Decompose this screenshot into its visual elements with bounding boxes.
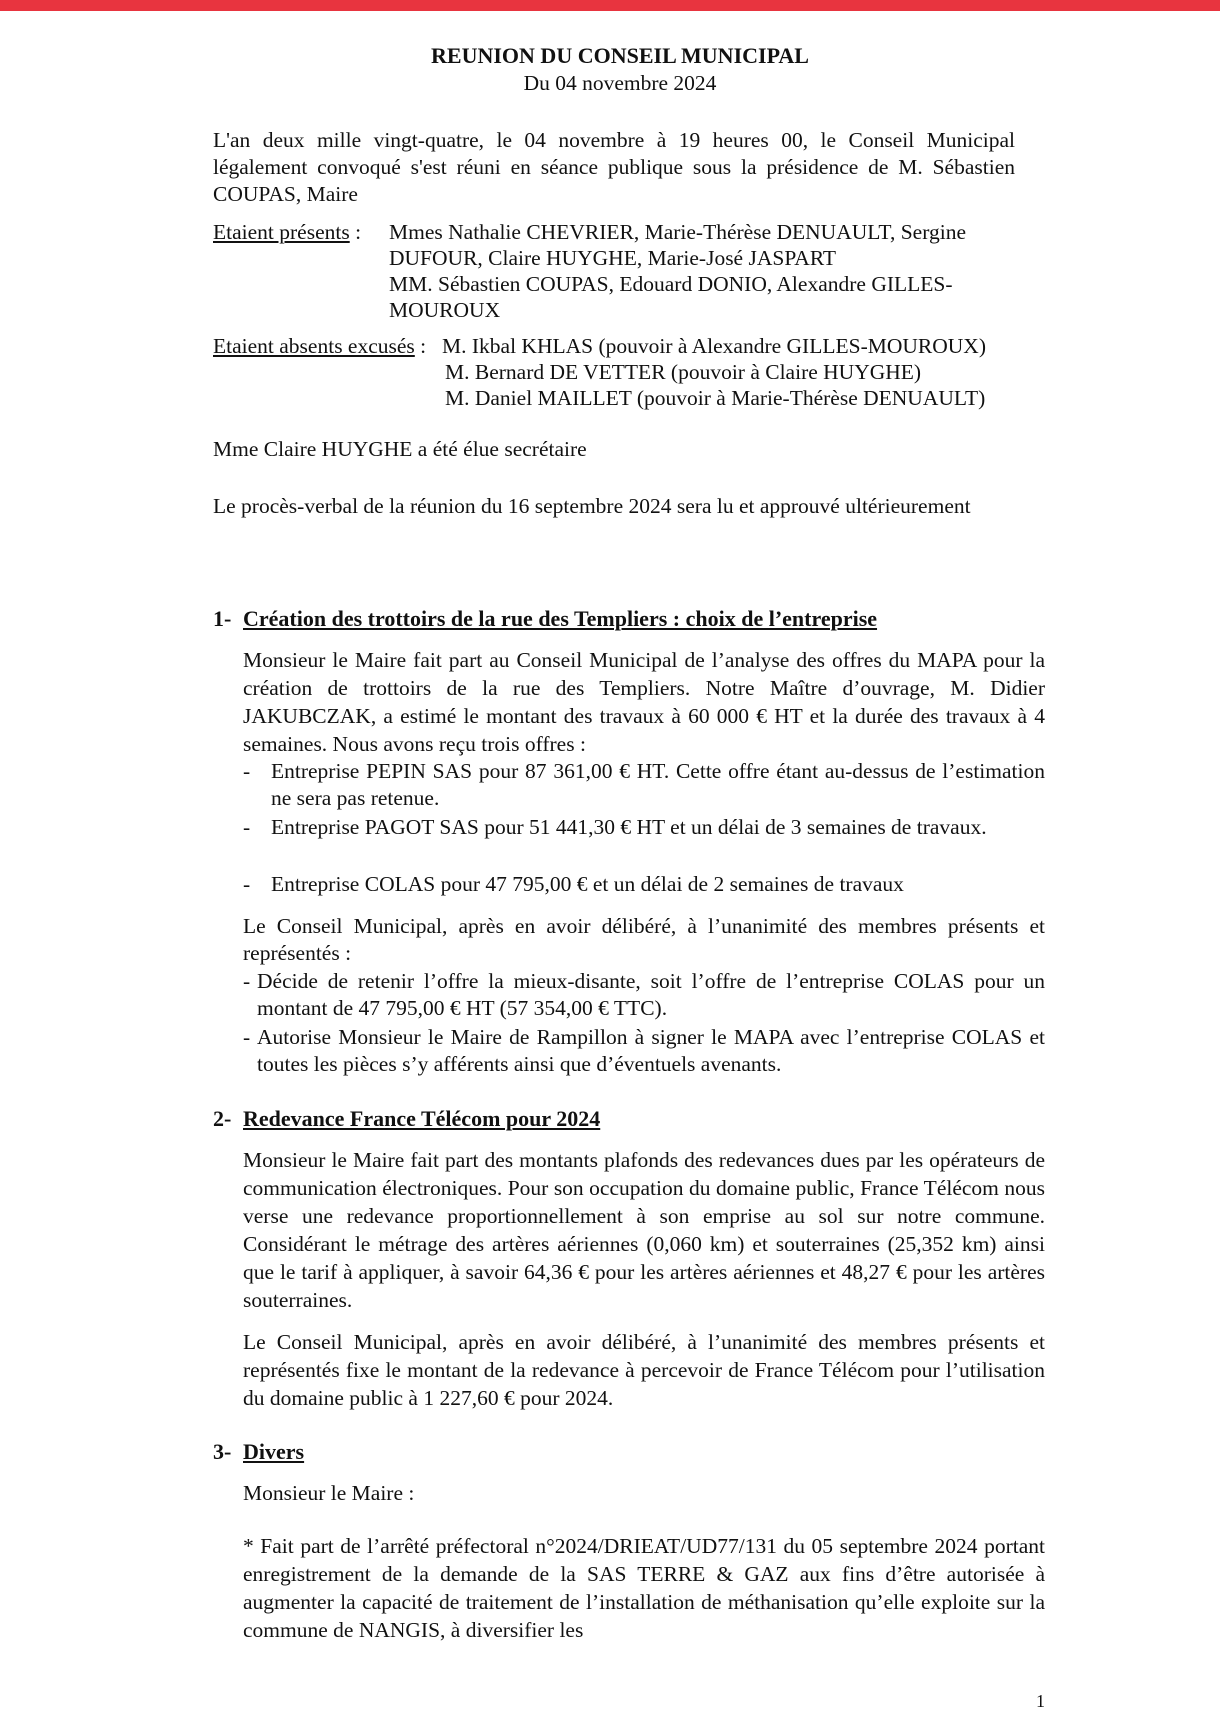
- section-1-decision-intro: Le Conseil Municipal, après en avoir délibéré, à l’unanimité des membres présents et représentés :: [243, 914, 1045, 965]
- absents-label-wrap: [213, 333, 426, 360]
- list-dash: -: [243, 1025, 251, 1049]
- absents-line: M. Bernard DE VETTER (pouvoir à Claire HUYGHE): [445, 360, 922, 384]
- section-3-paragraph-2: * Fait part de l’arrêté préfectoral n°2024/DRIEAT/UD77/131 du 05 septembre 2024 portant enregistrement de la demande de la SAS TERRE & GAZ aux fins d’être autorisée à augmenter la capacité de traitement de l’installation de méthanisation qu’elle exploite sur la commune de NANGIS, à diversifier les: [243, 1534, 1045, 1642]
- presents-line: DUFOUR, Claire HUYGHE, Marie-José JASPART: [389, 246, 837, 270]
- offer-text: Entreprise PEPIN SAS pour 87 361,00 € HT. Cette offre étant au-dessus de l’estimation ne sera pas retenue.: [271, 759, 1045, 810]
- presents-label: Etaient présents: [213, 220, 350, 244]
- absents-sep: :: [414, 334, 427, 358]
- presents-sep: :: [349, 220, 362, 244]
- section-1-paragraph: Monsieur le Maire fait part au Conseil Municipal de l’analyse des offres du MAPA pour la création de trottoirs de la rue des Templiers. Notre Maître d’ouvrage, M. Didier JAKUBCZAK, a estimé le montant des travaux à 60 000 € HT et la durée des travaux à 4 semaines. Nous avons reçu trois offres :: [243, 648, 1045, 756]
- section-2-paragraph-1: Monsieur le Maire fait part des montants plafonds des redevances dues par les opérateurs de communication électroniques. Pour son occupation du domaine public, France Télécom nous verse une redevance proportionnellement à son emprise au sol sur notre commune. Considérant le métrage des artères aériennes (0,060 km) et souterraines (25,352 km) ainsi que le tarif à appliquer, à savoir 64,36 € pour les artères aériennes et 48,27 € pour les artères souterraines.: [243, 1148, 1045, 1312]
- intro-paragraph: L'an deux mille vingt-quatre, le 04 novembre à 19 heures 00, le Conseil Municipal légalement convoqué s'est réuni en séance publique sous la présidence de M. Sébastien COUPAS, Maire: [213, 128, 1015, 206]
- list-dash: -: [243, 759, 251, 783]
- presents-line: MOUROUX: [389, 298, 501, 322]
- secretary-line: Mme Claire HUYGHE a été élue secrétaire: [213, 437, 587, 461]
- section-2-heading: [213, 1105, 600, 1132]
- section-3-heading: [213, 1438, 304, 1465]
- absents-line: M. Ikbal KHLAS (pouvoir à Alexandre GILLES-MOUROUX): [442, 334, 986, 358]
- document-date: Du 04 novembre 2024: [523, 71, 717, 95]
- presents-line: Mmes Nathalie CHEVRIER, Marie-Thérèse DENUAULT, Sergine: [389, 220, 966, 244]
- absents-label: Etaient absents excusés: [213, 334, 415, 358]
- section-1-number: 1-: [213, 606, 232, 631]
- list-dash: -: [243, 872, 251, 896]
- section-3-paragraph-1: Monsieur le Maire :: [243, 1481, 415, 1505]
- list-dash: -: [243, 969, 251, 993]
- presents-line: MM. Sébastien COUPAS, Edouard DONIO, Alexandre GILLES-: [389, 272, 953, 296]
- pv-paragraph: Le procès-verbal de la réunion du 16 septembre 2024 sera lu et approuvé ultérieurement: [213, 494, 971, 518]
- section-3-number: 3-: [213, 1439, 232, 1464]
- absents-line: M. Daniel MAILLET (pouvoir à Marie-Thérèse DENUAULT): [445, 386, 986, 410]
- section-2-paragraph-2: Le Conseil Municipal, après en avoir délibéré, à l’unanimité des membres présents et représentés fixe le montant de la redevance à percevoir de France Télécom pour l’utilisation du domaine public à 1 227,60 € pour 2024.: [243, 1330, 1045, 1410]
- section-2-number: 2-: [213, 1106, 232, 1131]
- decision-text: Autorise Monsieur le Maire de Rampillon à signer le MAPA avec l’entreprise COLAS et toutes les pièces s’y afférents ainsi que d’éventuels avenants.: [257, 1025, 1045, 1076]
- section-3-title: Divers: [243, 1439, 305, 1464]
- presents-label-wrap: [213, 219, 361, 246]
- decision-text: Décide de retenir l’offre la mieux-disante, soit l’offre de l’entreprise COLAS pour un montant de 47 795,00 € HT (57 354,00 € TTC).: [257, 969, 1045, 1020]
- document-title: REUNION DU CONSEIL MUNICIPAL: [431, 43, 809, 68]
- offer-text: Entreprise COLAS pour 47 795,00 € et un délai de 2 semaines de travaux: [271, 872, 904, 896]
- list-dash: -: [243, 815, 251, 839]
- offer-text: Entreprise PAGOT SAS pour 51 441,30 € HT et un délai de 3 semaines de travaux.: [271, 815, 987, 839]
- section-2-title: Redevance France Télécom pour 2024: [243, 1106, 601, 1131]
- page-number: 1: [1036, 1691, 1045, 1711]
- section-1-title: Création des trottoirs de la rue des Templiers : choix de l’entreprise: [243, 606, 878, 631]
- section-1-heading: [213, 605, 877, 632]
